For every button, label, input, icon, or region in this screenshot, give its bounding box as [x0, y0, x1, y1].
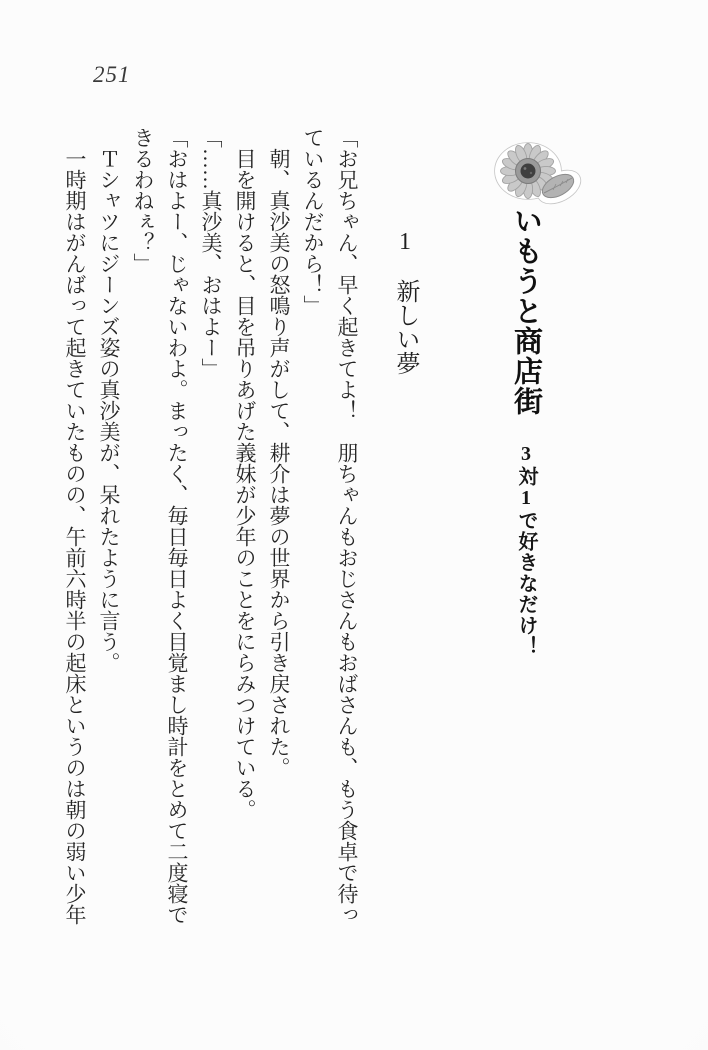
series-title-block	[505, 206, 547, 686]
series-title: いもうと商店街	[510, 206, 542, 416]
body-paragraph: 「お兄ちゃん、早く起きてよ！ 朋ちゃんもおじさんもおばさんも、もう食卓で待っているんだから！」	[301, 127, 359, 925]
body-paragraph: 「おはよー、じゃないわよ。まったく、毎日毎日よく目覚まし時計をとめて二度寝できるわねぇ？」	[131, 127, 189, 925]
body-paragraph: 一時期はがんばって起きていたものの、午前六時半の起床というのは朝の弱い少年	[63, 127, 87, 925]
page-number: 251	[93, 62, 131, 87]
body-paragraph: 「……真沙美、おはよー」	[199, 127, 223, 379]
series-subtitle: 3対1で好きなだけ！	[515, 443, 537, 657]
body-paragraph: 朝、真沙美の怒鳴り声がして、耕介は夢の世界から引き戻された。	[267, 127, 291, 778]
chapter-heading: 1 新しい夢	[392, 229, 418, 375]
flower-icon	[490, 142, 588, 206]
body-text	[56, 127, 364, 933]
body-paragraph: 目を開けると、目を吊りあげた義妹が少年のことをにらみつけている。	[233, 127, 257, 820]
body-paragraph: Ｔシャツにジーンズ姿の真沙美が、呆れたように言う。	[97, 127, 121, 673]
